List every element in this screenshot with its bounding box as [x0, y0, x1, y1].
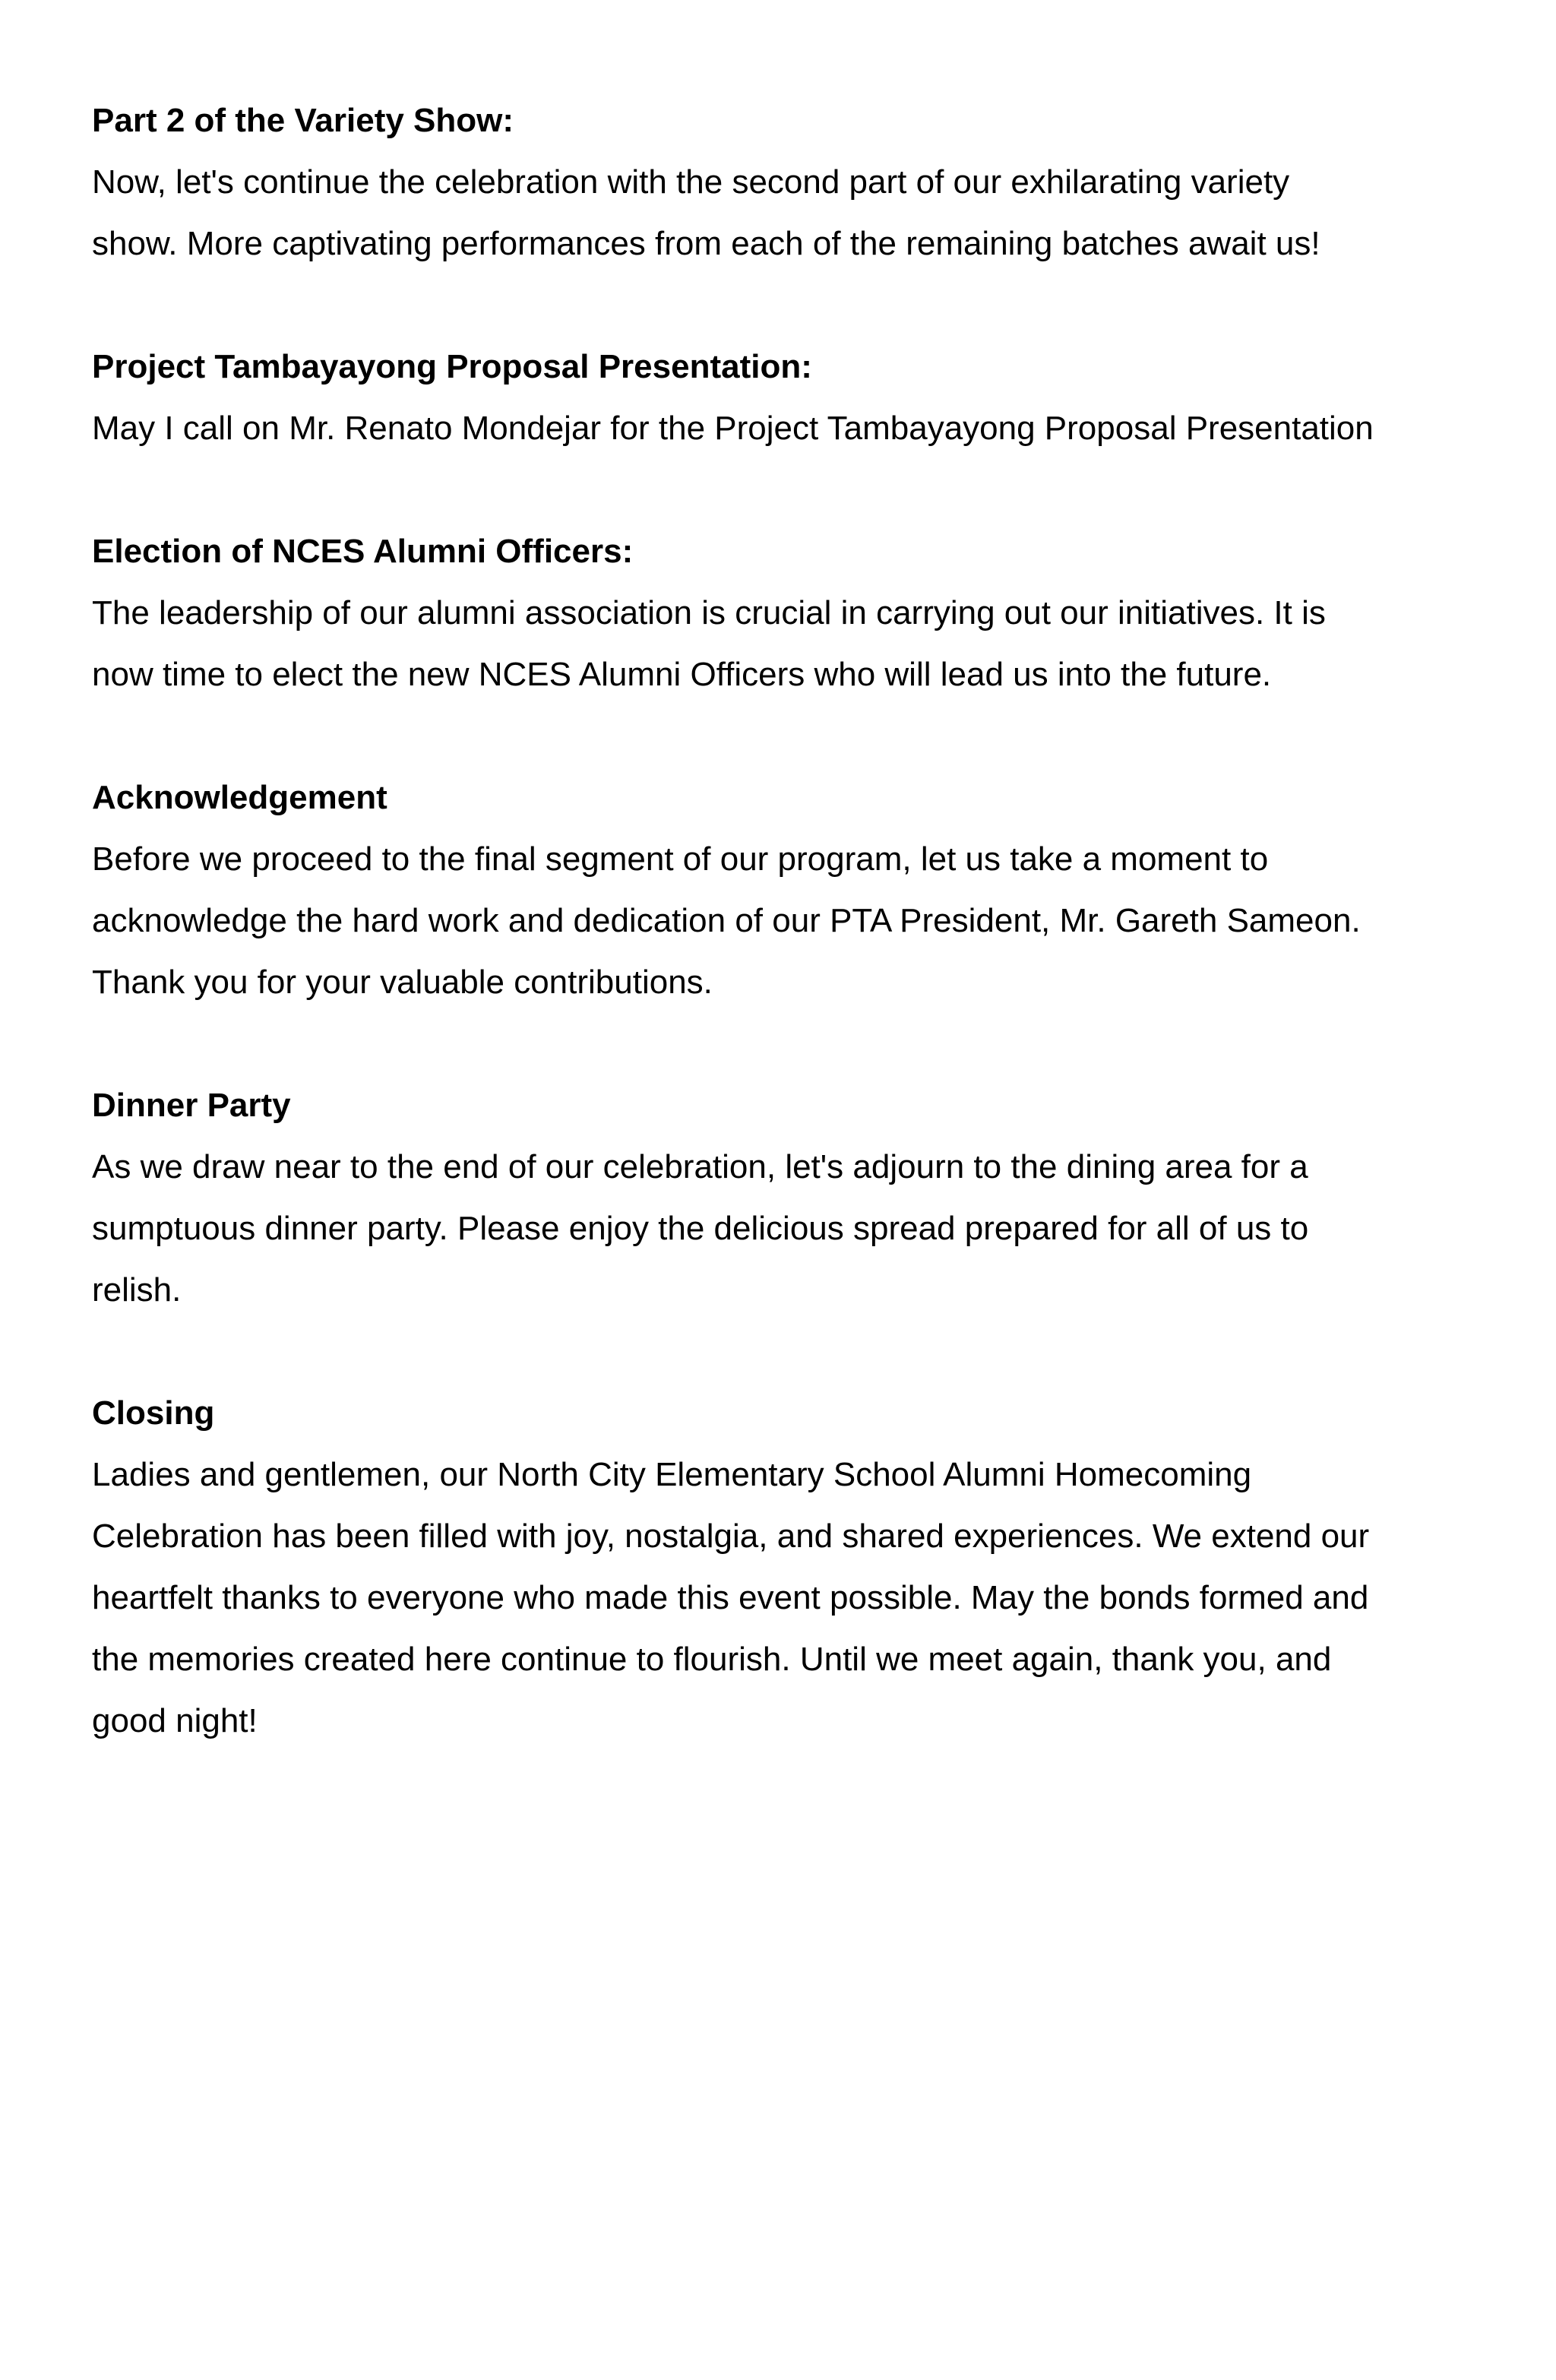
- paragraph-line: Ladies and gentlemen, our North City Elementary School Alumni Homecoming: [92, 1456, 1252, 1493]
- section-heading: Dinner Party: [92, 1087, 291, 1124]
- paragraph-line: Before we proceed to the final segment of our program, let us take a moment to: [92, 840, 1269, 878]
- paragraph-line: the memories created here continue to flourish. Until we meet again, thank you, and: [92, 1641, 1332, 1678]
- paragraph-line: heartfelt thanks to everyone who made this event possible. May the bonds formed and: [92, 1579, 1369, 1616]
- paragraph-line: relish.: [92, 1271, 182, 1309]
- paragraph-line: sumptuous dinner party. Please enjoy the delicious spread prepared for all of us to: [92, 1210, 1309, 1247]
- section-heading: Acknowledgement: [92, 779, 387, 816]
- section-heading: Part 2 of the Variety Show:: [92, 102, 514, 139]
- paragraph-line: Now, let's continue the celebration with the second part of our exhilarating variety: [92, 163, 1290, 201]
- section-heading: Closing: [92, 1394, 215, 1432]
- paragraph-line: The leadership of our alumni association is crucial in carrying out our initiatives. It is: [92, 594, 1326, 631]
- paragraph-line: now time to elect the new NCES Alumni Officers who will lead us into the future.: [92, 656, 1272, 693]
- paragraph-line: acknowledge the hard work and dedication of our PTA President, Mr. Gareth Sameon.: [92, 902, 1361, 939]
- section-variety-show: [92, 90, 1505, 274]
- paragraph-line: good night!: [92, 1702, 258, 1739]
- section-acknowledgement: [92, 767, 1505, 1013]
- paragraph-line: show. More captivating performances from each of the remaining batches await us!: [92, 225, 1320, 262]
- section-dinner-party: [92, 1074, 1505, 1321]
- section-heading: Project Tambayayong Proposal Presentation:: [92, 348, 812, 385]
- paragraph-line: May I call on Mr. Renato Mondejar for the Project Tambayayong Proposal Presentation: [92, 410, 1374, 447]
- paragraph-line: Celebration has been filled with joy, nostalgia, and shared experiences. We extend our: [92, 1518, 1370, 1555]
- section-election: [92, 521, 1505, 705]
- paragraph-line: Thank you for your valuable contributions.: [92, 964, 713, 1001]
- section-project-tambayayong: [92, 336, 1505, 459]
- document-page: [92, 90, 1505, 1813]
- section-closing: [92, 1382, 1505, 1752]
- paragraph-line: As we draw near to the end of our celebration, let's adjourn to the dining area for a: [92, 1148, 1308, 1185]
- section-heading: Election of NCES Alumni Officers:: [92, 533, 634, 570]
